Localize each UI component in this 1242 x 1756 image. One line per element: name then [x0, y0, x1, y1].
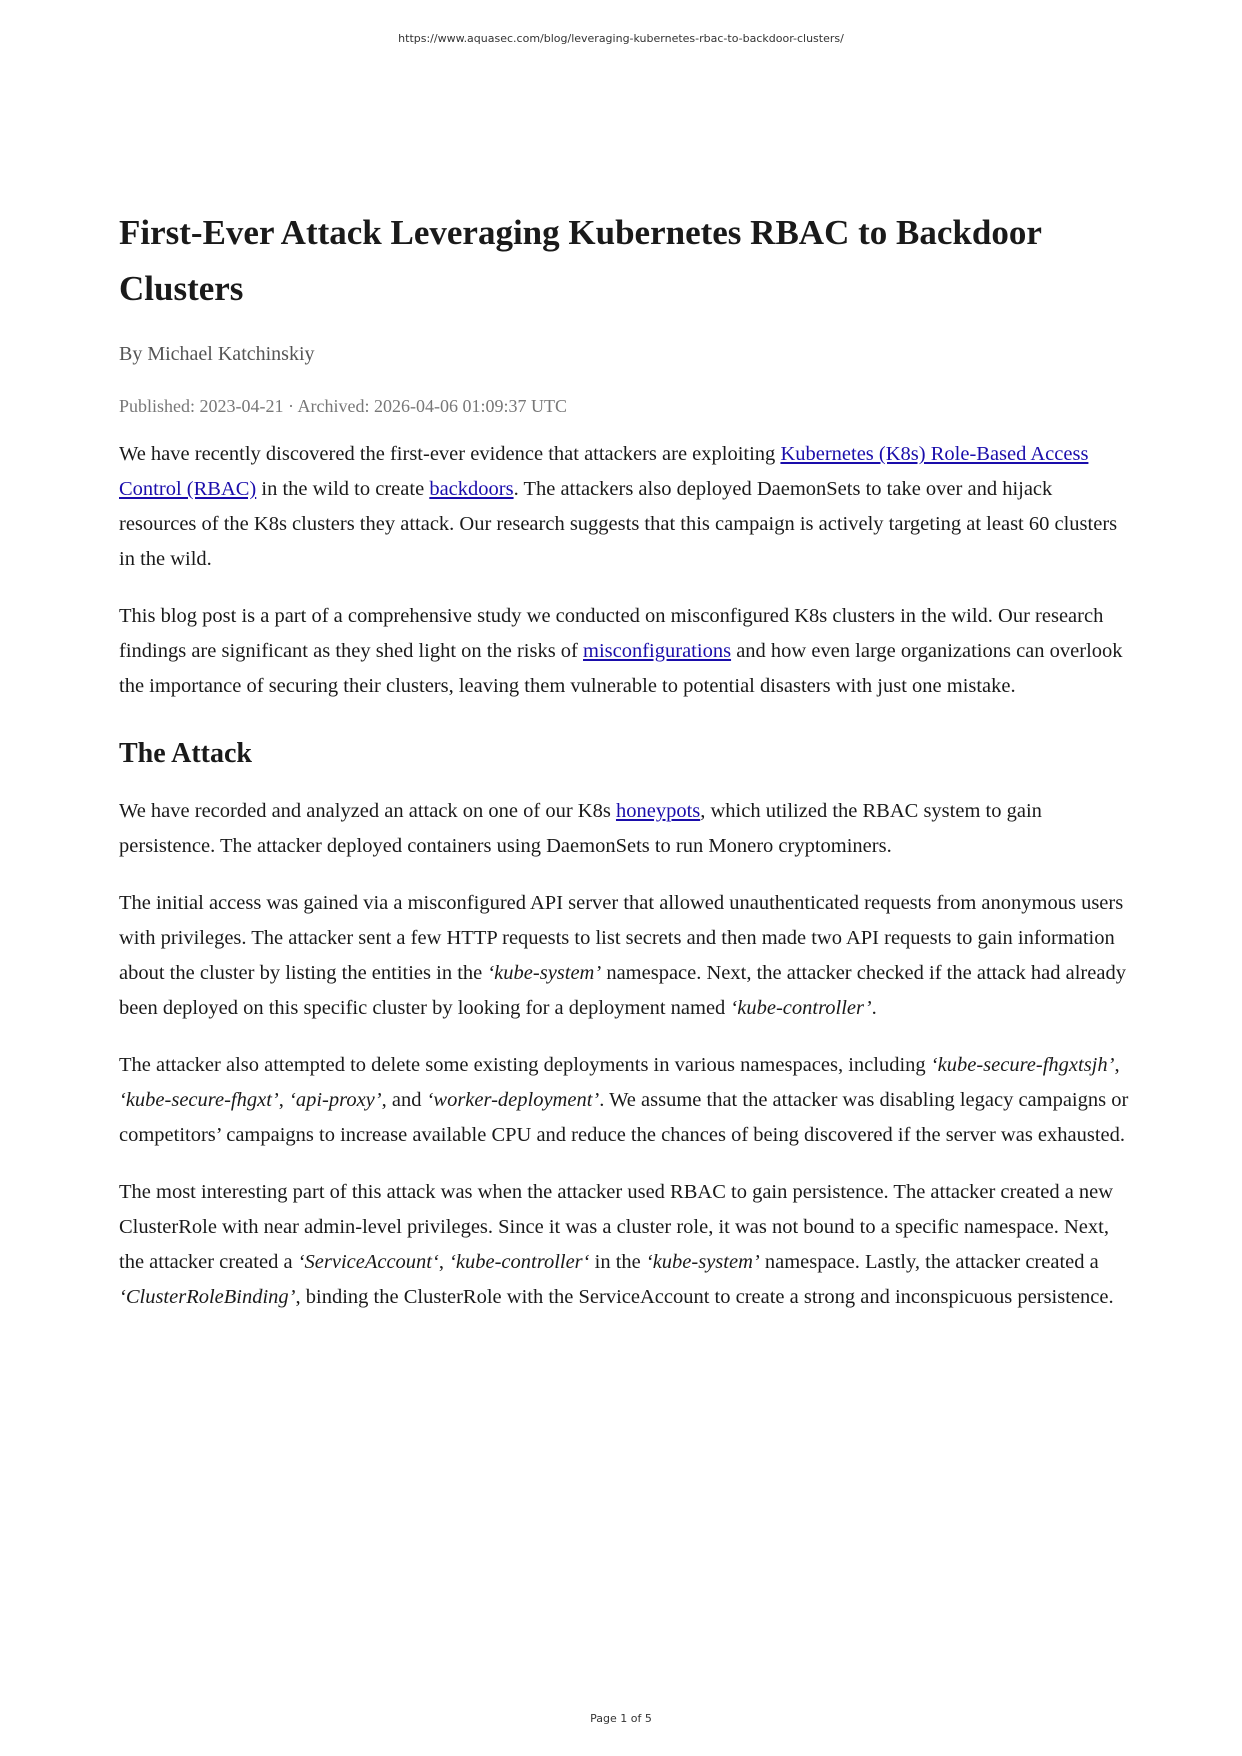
page-indicator: Page 1 of 5	[590, 1712, 652, 1725]
paragraph-persistence: The most interesting part of this attack was when the attacker used RBAC to gain persistence. The attacker created a new ClusterRole with near admin-level privileges. Since it was a cluster role, it was not bound to a specific namespace. Next, the attacker created a ‘ServiceAccount‘, ‘kube-controller‘ in the ‘kube-system’ namespace. Lastly, the attacker created a ‘ClusterRoleBinding’, binding the ClusterRole with the ServiceAccount to create a strong and inconspicuous persistence.	[119, 1181, 1114, 1308]
publish-date: Published: 2023-04-21 · Archived: 2026-04-06 01:09:37 UTC	[119, 396, 567, 416]
article-title: First-Ever Attack Leveraging Kubernetes RBAC to Backdoor Clusters	[119, 213, 1042, 308]
paragraph-honeypot: We have recorded and analyzed an attack on one of our K8s honeypots, which utilized the RBAC system to gain persistence. The attacker deployed containers using DaemonSets to run Monero cryptominers.	[119, 800, 1042, 857]
link-k8s-rbac[interactable]: Kubernetes (K8s) Role-Based Access Control (RBAC)	[119, 443, 1089, 500]
page-url-header: https://www.aquasec.com/blog/leveraging-kubernetes-rbac-to-backdoor-clusters/	[398, 32, 844, 45]
article	[119, 205, 1129, 1337]
section-heading-attack: The Attack	[119, 738, 252, 769]
paragraph-deletions: The attacker also attempted to delete some existing deployments in various namespaces, including ‘kube-secure-fhgxtsjh’, ‘kube-secure-fhgxt’, ‘api-proxy’, and ‘worker-deployment’. We assume that the attacker was disabling legacy campaigns or competitors’ campaigns to increase available CPU and reduce the chances of being discovered if the server was exhausted.	[119, 1054, 1129, 1146]
paragraph-intro: We have recently discovered the first-ever evidence that attackers are exploiting Kubernetes (K8s) Role-Based Access Control (RBAC) in the wild to create backdoors. The attackers also deployed DaemonSets to take over and hijack resources of the K8s clusters they attack. Our research suggests that this campaign is actively targeting at least 60 clusters in the wild.	[119, 443, 1118, 570]
paragraph-study: This blog post is a part of a comprehensive study we conducted on misconfigured K8s clusters in the wild. Our research findings are significant as they shed light on the risks of misconfigurations and how even large organizations can overlook the importance of securing their clusters, leaving them vulnerable to potential disasters with just one mistake.	[119, 605, 1123, 697]
link-misconfigurations[interactable]: misconfigurations	[583, 640, 732, 662]
paragraph-initial-access: The initial access was gained via a misconfigured API server that allowed unauthenticated requests from anonymous users with privileges. The attacker sent a few HTTP requests to list secrets and then made two API requests to gain information about the cluster by listing the entities in the ‘kube-system’ namespace. Next, the attacker checked if the attack had already been deployed on this specific cluster by looking for a deployment named ‘kube-controller’.	[119, 892, 1126, 1019]
link-honeypots[interactable]: honeypots	[615, 800, 701, 822]
article-author: By Michael Katchinskiy	[119, 343, 315, 365]
link-backdoors[interactable]: backdoors	[429, 478, 514, 500]
